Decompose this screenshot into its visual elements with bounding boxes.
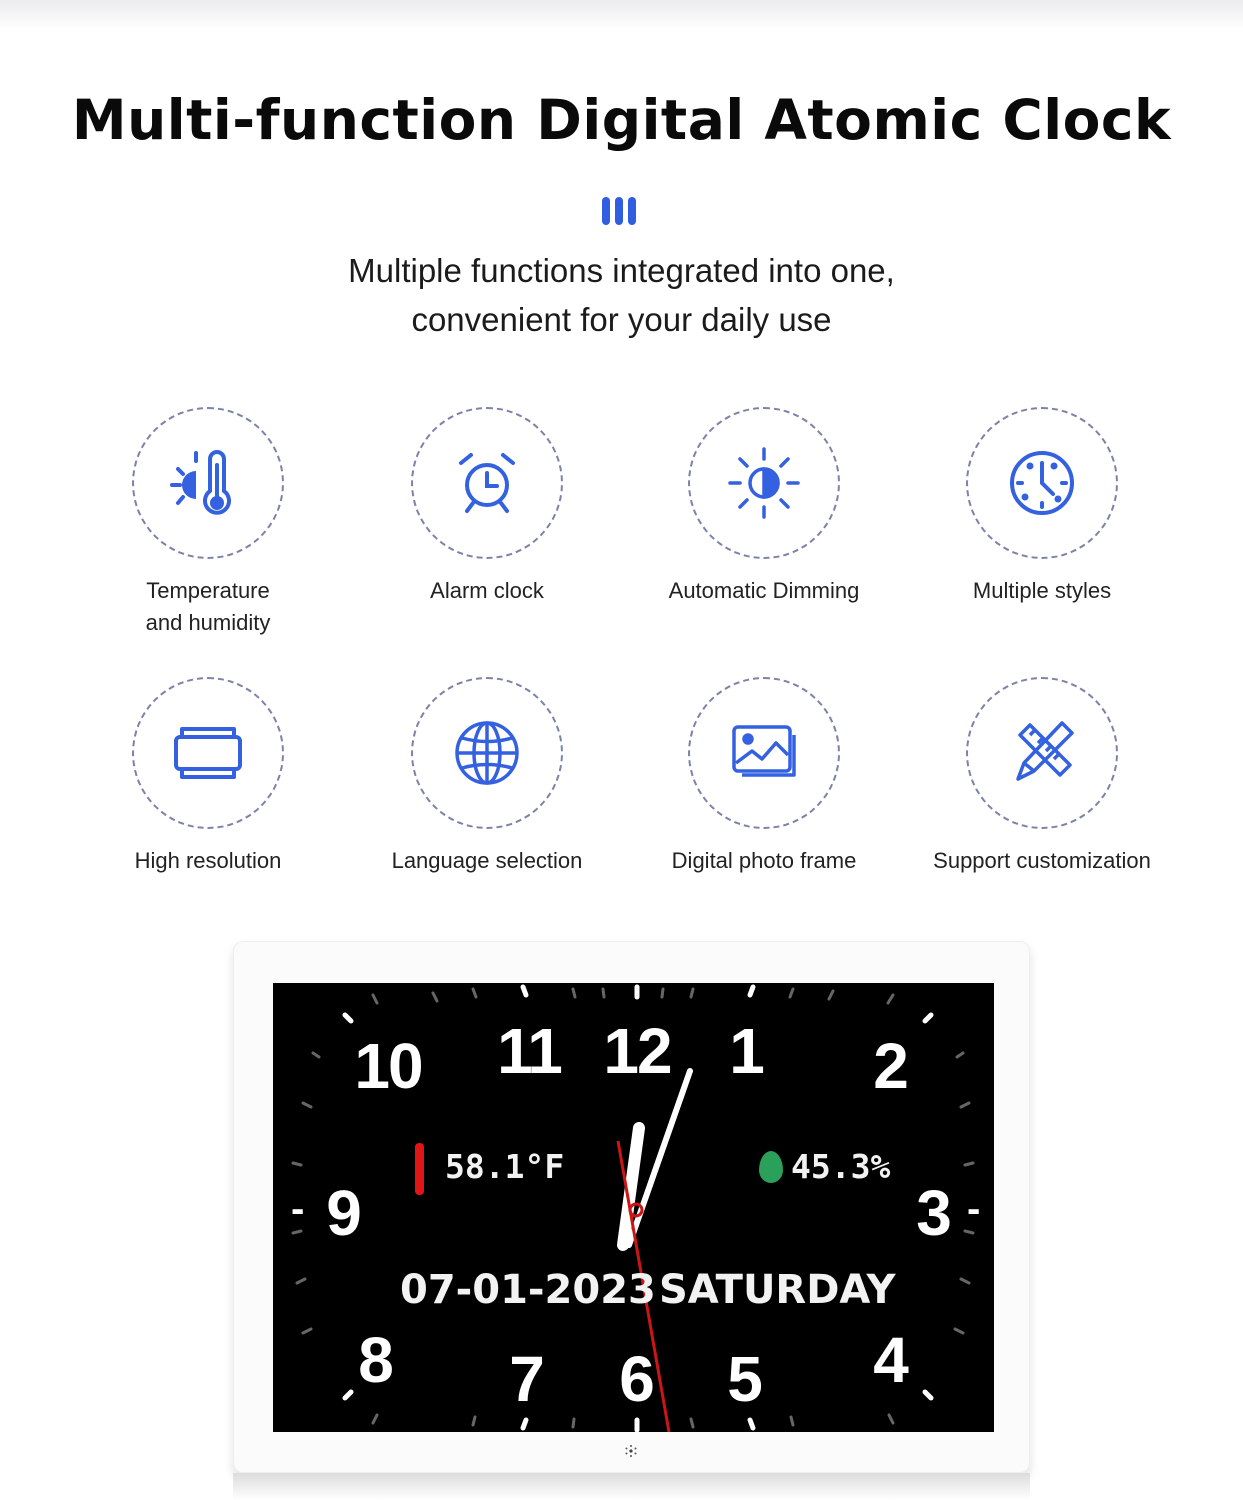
feature-label: Language selection bbox=[391, 848, 583, 873]
humidity-drop-icon bbox=[759, 1151, 783, 1183]
feature-icon-circle bbox=[411, 677, 563, 829]
numeral-9: 9 bbox=[326, 1177, 360, 1249]
date-value: 07-01-2023 bbox=[400, 1267, 656, 1313]
feature-label: Alarm clock bbox=[430, 578, 544, 603]
clock-icon bbox=[1000, 441, 1084, 525]
feature-label: Temperature and humidity bbox=[145, 578, 271, 635]
device-shadow bbox=[233, 1473, 1030, 1500]
feature-automatic-dimming bbox=[634, 407, 894, 607]
accent-bars-icon bbox=[602, 197, 642, 225]
feature-multiple-styles bbox=[912, 407, 1172, 607]
feature-icon-circle bbox=[132, 677, 284, 829]
tick-3-dash: - bbox=[967, 1187, 981, 1231]
feature-support-customization bbox=[912, 677, 1172, 877]
feature-language-selection bbox=[357, 677, 617, 877]
speaker-icon bbox=[624, 1444, 638, 1458]
feature-label: Multiple styles bbox=[972, 578, 1112, 603]
clock-screen bbox=[273, 983, 994, 1432]
feature-temperature-humidity bbox=[78, 407, 338, 639]
top-fade bbox=[0, 0, 1243, 30]
feature-icon-circle bbox=[966, 407, 1118, 559]
numeral-8: 8 bbox=[358, 1324, 392, 1396]
globe-icon bbox=[445, 711, 529, 795]
feature-label: Digital photo frame bbox=[671, 848, 857, 873]
thermometer-icon bbox=[415, 1143, 424, 1195]
alarm-clock-icon bbox=[445, 441, 529, 525]
feature-label: Automatic Dimming bbox=[668, 578, 860, 603]
feature-high-resolution bbox=[78, 677, 338, 877]
subtitle-line-2: convenient for your daily use bbox=[411, 301, 832, 338]
numeral-3: 3 bbox=[916, 1177, 950, 1249]
weekday-value: SATURDAY bbox=[659, 1267, 896, 1313]
subtitle-line-1: Multiple functions integrated into one, bbox=[348, 252, 895, 289]
numeral-4: 4 bbox=[873, 1324, 907, 1396]
tick-9-dash: - bbox=[291, 1187, 305, 1231]
screen-icon bbox=[166, 711, 250, 795]
page-title: Multi-function Digital Atomic Clock bbox=[71, 88, 1172, 152]
feature-icon-circle bbox=[688, 677, 840, 829]
temperature-value: 58.1°F bbox=[445, 1147, 565, 1186]
brightness-icon bbox=[722, 441, 806, 525]
photo-icon bbox=[722, 711, 806, 795]
feature-alarm-clock bbox=[357, 407, 617, 607]
pencil-ruler-icon bbox=[1000, 711, 1084, 795]
numeral-11: 11 bbox=[497, 1015, 561, 1087]
numeral-1: 1 bbox=[729, 1015, 763, 1087]
numeral-2: 2 bbox=[873, 1030, 907, 1102]
subtitle bbox=[0, 246, 1243, 344]
thermometer-sun-icon bbox=[166, 441, 250, 525]
numeral-6: 6 bbox=[619, 1343, 653, 1415]
numeral-10: 10 bbox=[354, 1030, 422, 1102]
numeral-12: 12 bbox=[603, 1015, 671, 1087]
feature-icon-circle bbox=[966, 677, 1118, 829]
feature-label: Support customization bbox=[933, 848, 1151, 873]
feature-label: High resolution bbox=[134, 848, 282, 873]
feature-digital-photo-frame bbox=[634, 677, 894, 877]
feature-icon-circle bbox=[132, 407, 284, 559]
feature-icon-circle bbox=[411, 407, 563, 559]
numeral-7: 7 bbox=[509, 1343, 543, 1415]
numeral-5: 5 bbox=[727, 1343, 761, 1415]
humidity-value: 45.3% bbox=[791, 1147, 891, 1186]
feature-icon-circle bbox=[688, 407, 840, 559]
